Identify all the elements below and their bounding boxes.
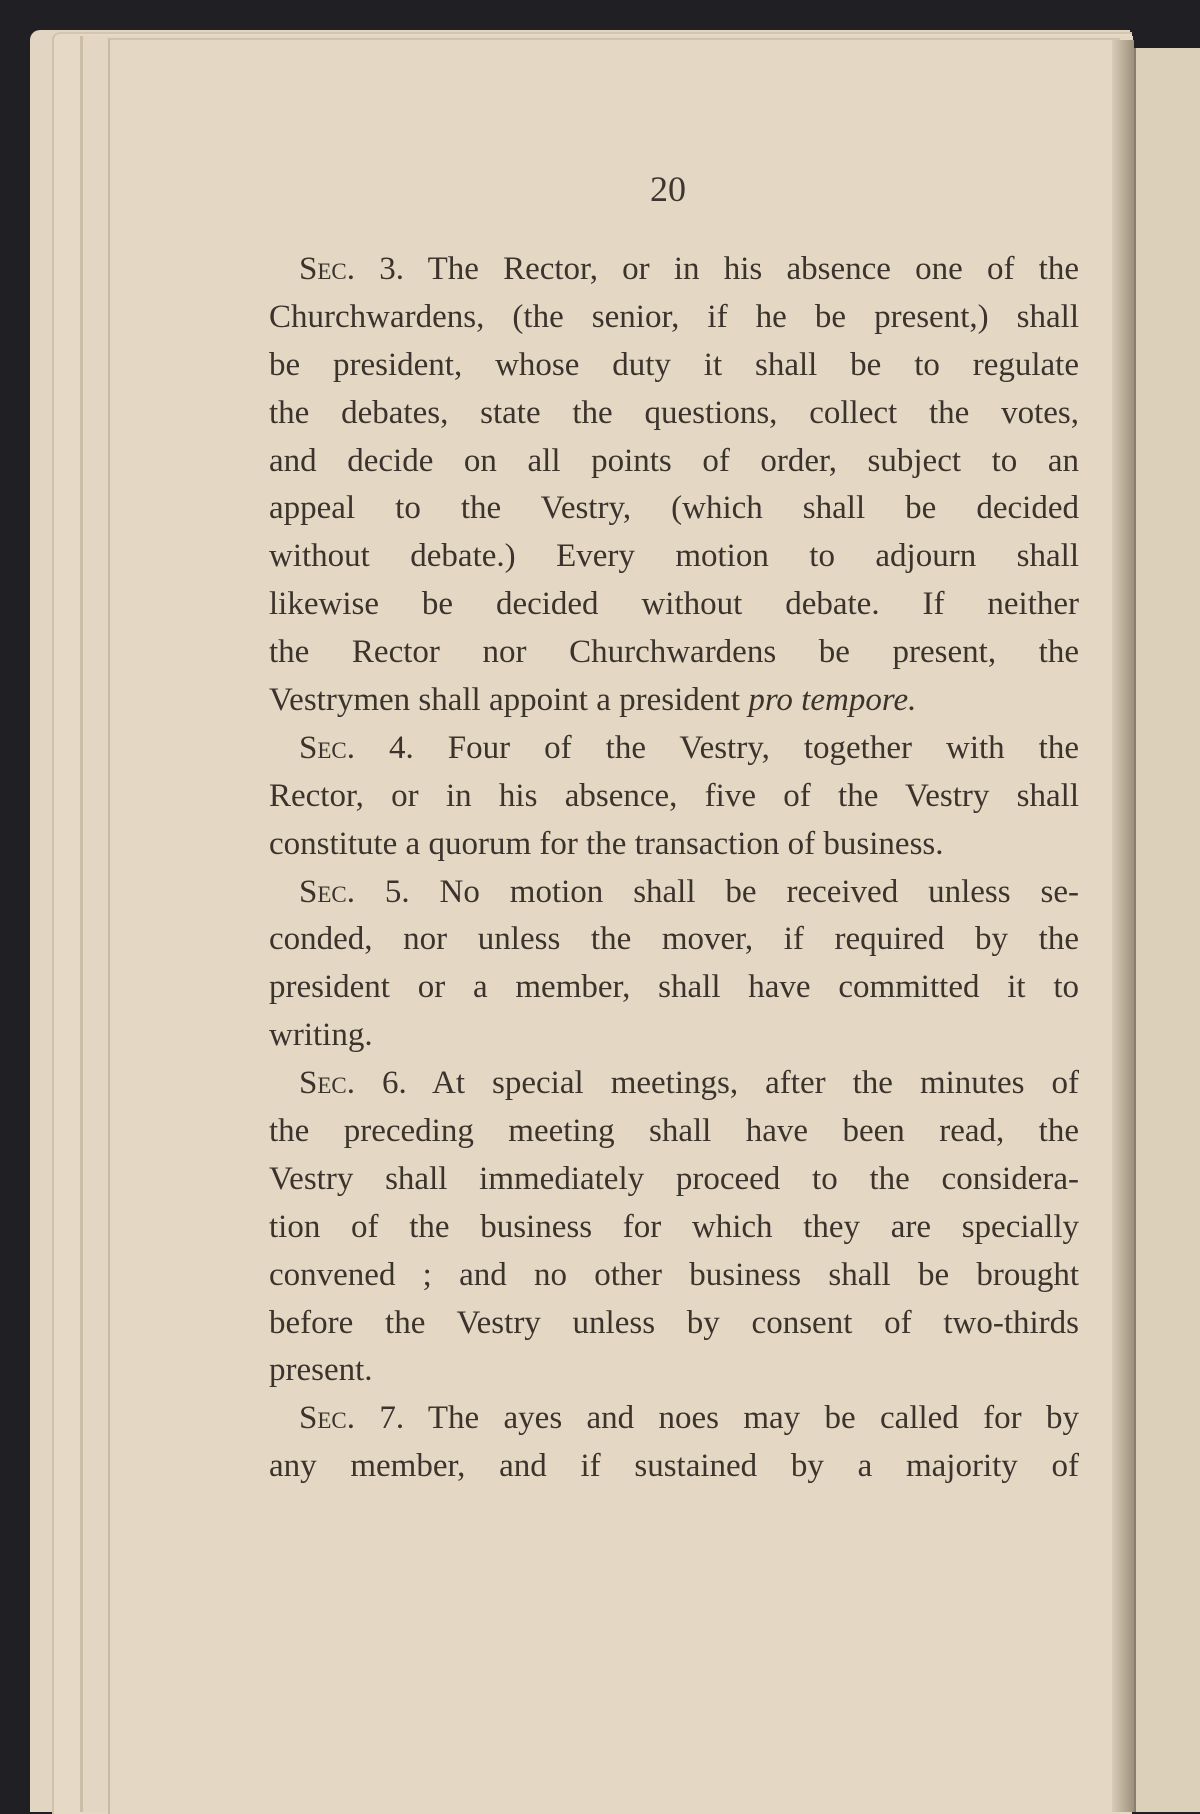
text-line (269, 1443, 1079, 1491)
section-heading-line (269, 1395, 1079, 1443)
line-text: Churchwardens, (the senior, if he be present,) shall (269, 298, 1079, 335)
section-label: Sec. (299, 251, 355, 287)
text-line (269, 485, 1079, 533)
line-text: conded, nor unless the mover, if required by the (269, 921, 1079, 958)
text-line (269, 1252, 1079, 1300)
line-text: Vestry shall immediately proceed to the considera- (269, 1160, 1079, 1197)
line-text: Rector, or in his absence, five of the Vestry shall (269, 777, 1079, 814)
text-line (269, 1300, 1079, 1348)
text-line (269, 390, 1079, 438)
italic-phrase: pro tempore. (748, 682, 917, 719)
text-line (269, 916, 1079, 964)
line-text: 6. At special meetings, after the minutes of (355, 1065, 1079, 1102)
section-heading-line (269, 869, 1079, 917)
section-heading-line (269, 246, 1079, 294)
text-line (269, 342, 1079, 390)
text-line (269, 677, 1079, 725)
text-line (269, 581, 1079, 629)
text-line (269, 1156, 1079, 1204)
line-text: without debate.) Every motion to adjourn shall (269, 538, 1079, 575)
line-text: the Rector nor Churchwardens be present, the (269, 634, 1079, 671)
line-text: likewise be decided without debate. If neither (269, 586, 1079, 623)
text-line (269, 821, 1079, 869)
text-line (269, 533, 1079, 581)
line-text: be president, whose duty it shall be to regulate (269, 346, 1079, 383)
line-text: writing. (269, 1017, 373, 1054)
line-text: Vestrymen shall appoint a president (269, 682, 749, 719)
line-text: 3. The Rector, or in his absence one of the (355, 251, 1079, 287)
text-line (269, 773, 1079, 821)
line-text: constitute a quorum for the transaction of business. (269, 825, 944, 862)
body-text (269, 246, 1079, 1491)
line-text: convened ; and no other business shall be brought (269, 1256, 1079, 1293)
line-text: 7. The ayes and noes may be called for by (355, 1400, 1079, 1437)
section-label: Sec. (299, 1065, 355, 1102)
line-text: tion of the business for which they are specially (269, 1208, 1079, 1245)
text-line (269, 629, 1079, 677)
book-gutter (1112, 40, 1134, 1812)
line-text: before the Vestry unless by consent of two-thirds (269, 1304, 1079, 1341)
line-text: the debates, state the questions, collect the votes, (269, 394, 1079, 431)
page-number: 20 (650, 169, 686, 209)
line-text: present. (269, 1352, 373, 1389)
line-text: the preceding meeting shall have been read, the (269, 1113, 1079, 1150)
section-label: Sec. (299, 873, 355, 910)
section-heading-line (269, 725, 1079, 773)
line-text: president or a member, shall have committed it to (269, 969, 1079, 1006)
text-line (269, 1012, 1079, 1060)
line-text: and decide on all points of order, subject to an (269, 442, 1079, 479)
text-line (269, 1204, 1079, 1252)
section-label: Sec. (299, 729, 355, 766)
section-heading-line (269, 1060, 1079, 1108)
facing-page-edge (1134, 48, 1200, 1812)
text-line (269, 1347, 1079, 1395)
text-line (269, 294, 1079, 342)
section-label: Sec. (299, 1400, 355, 1437)
line-text: appeal to the Vestry, (which shall be decided (269, 490, 1079, 527)
line-text: 5. No motion shall be received unless se- (355, 873, 1079, 910)
text-line (269, 1108, 1079, 1156)
line-text: any member, and if sustained by a majority of (269, 1448, 1079, 1485)
line-text: 4. Four of the Vestry, together with the (355, 729, 1079, 766)
text-line (269, 438, 1079, 486)
text-line (269, 964, 1079, 1012)
